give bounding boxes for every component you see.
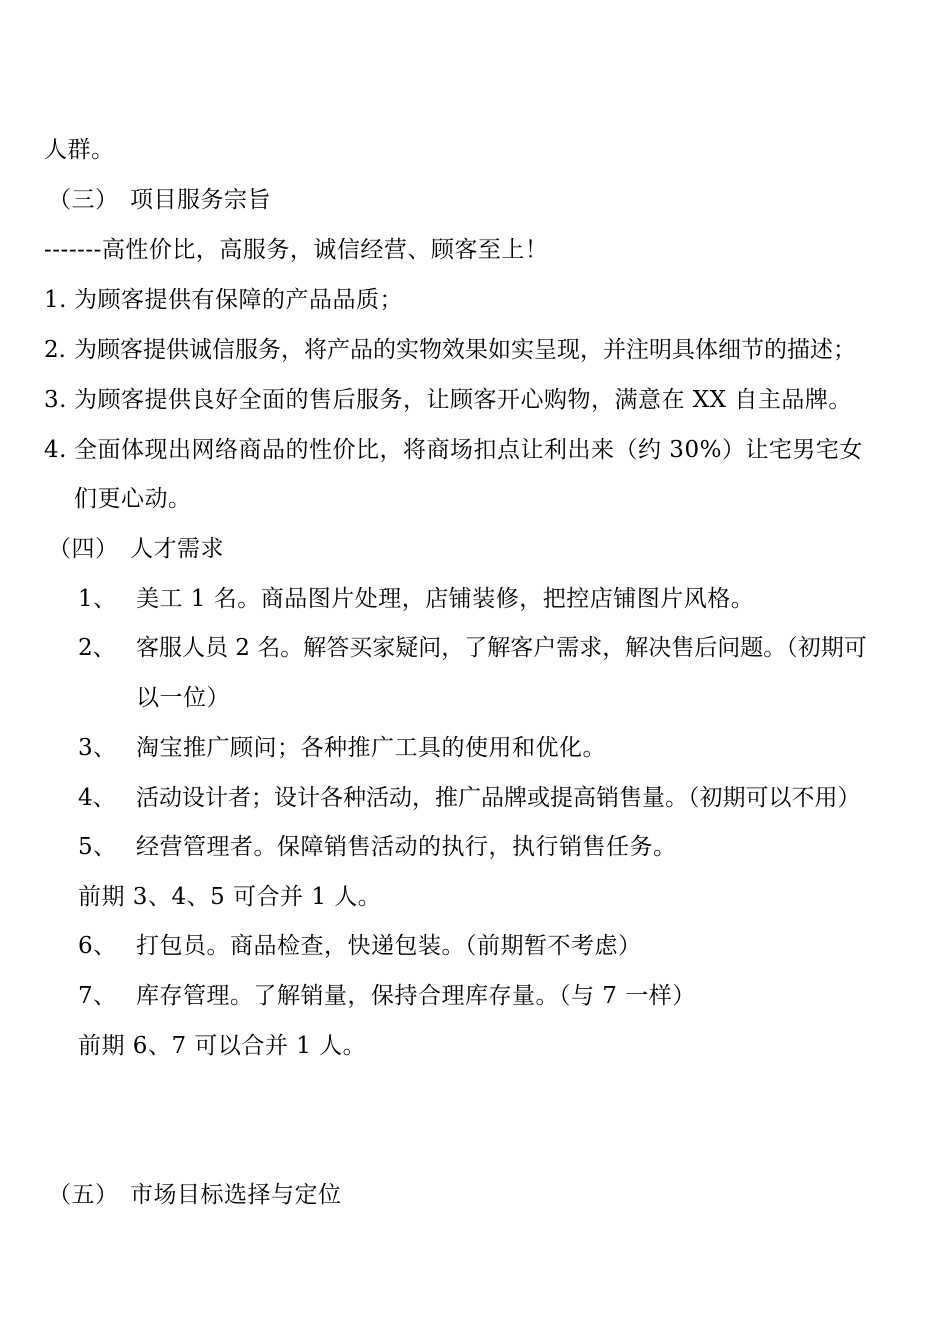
list-item bbox=[44, 285, 403, 315]
sub-list-item bbox=[78, 733, 606, 763]
paragraph-continuation: 人群。 bbox=[44, 137, 115, 163]
sub-list-number: 3、 bbox=[78, 735, 117, 761]
list-text: 为顾客提供良好全面的售后服务，让顾客开心购物，满意在 XX 自主品牌。 bbox=[74, 387, 852, 413]
sub-list-text: 美工 1 名。商品图片处理，店铺装修，把控店铺图片风格。 bbox=[136, 586, 755, 612]
sub-list-item bbox=[78, 584, 754, 614]
section-title: 市场目标选择与定位 bbox=[130, 1182, 342, 1208]
sub-list-text: 淘宝推广顾问；各种推广工具的使用和优化。 bbox=[136, 735, 606, 761]
sub-list-item bbox=[78, 931, 642, 961]
list-text: 为顾客提供诚信服务，将产品的实物效果如实呈现，并注明具体细节的描述； bbox=[74, 337, 856, 363]
sub-list-item bbox=[78, 783, 861, 813]
list-number: 2. bbox=[44, 337, 66, 363]
section-heading-4 bbox=[48, 534, 224, 564]
list-text: 为顾客提供有保障的产品品质； bbox=[74, 287, 403, 313]
list-text-continuation: 们更心动。 bbox=[74, 486, 192, 512]
sub-list-item bbox=[78, 981, 696, 1011]
sub-list-text: 库存管理。了解销量，保持合理库存量。（与 7 一样） bbox=[136, 983, 696, 1009]
sub-list-number: 2、 bbox=[78, 635, 116, 661]
list-item bbox=[44, 435, 863, 465]
sub-list-number: 4、 bbox=[78, 785, 116, 811]
sub-list-text-continuation: 以一位） bbox=[136, 685, 230, 711]
section-heading-5 bbox=[48, 1180, 342, 1210]
sub-list-text: 活动设计者；设计各种活动，推广品牌或提高销售量。（初期可以不用） bbox=[136, 785, 861, 811]
list-number: 4. bbox=[44, 437, 67, 463]
sub-list-text: 打包员。商品检查，快递包装。（前期暂不考虑） bbox=[136, 933, 642, 959]
merge-note: 前期 3、4、5 可合并 1 人。 bbox=[78, 884, 382, 910]
sub-list-item bbox=[78, 633, 867, 663]
sub-list-number: 6、 bbox=[78, 933, 117, 959]
section-title: 项目服务宗旨 bbox=[130, 187, 271, 213]
merge-note: 前期 6、7 可以合并 1 人。 bbox=[78, 1033, 367, 1059]
list-item bbox=[44, 385, 852, 415]
sub-list-number: 1、 bbox=[78, 586, 117, 612]
section-number: （四） bbox=[48, 536, 119, 562]
list-number: 1. bbox=[44, 287, 67, 313]
sub-list-text: 客服人员 2 名。解答买家疑问，了解客户需求，解决售后问题。（初期可 bbox=[136, 635, 867, 661]
section-number: （三） bbox=[48, 187, 119, 213]
sub-list-number: 5、 bbox=[78, 834, 117, 860]
list-item bbox=[44, 335, 856, 365]
list-number: 3. bbox=[44, 387, 67, 413]
sub-list-item bbox=[78, 832, 677, 862]
section-heading-3 bbox=[48, 185, 271, 215]
sub-list-text: 经营管理者。保障销售活动的执行，执行销售任务。 bbox=[136, 834, 677, 860]
sub-list-number: 7、 bbox=[78, 983, 117, 1009]
motto-line: -------高性价比，高服务，诚信经营、顾客至上！ bbox=[44, 237, 549, 263]
section-title: 人才需求 bbox=[130, 536, 224, 562]
list-text: 全面体现出网络商品的性价比，将商场扣点让利出来（约 30%）让宅男宅女 bbox=[74, 437, 863, 463]
section-number: （五） bbox=[48, 1182, 119, 1208]
